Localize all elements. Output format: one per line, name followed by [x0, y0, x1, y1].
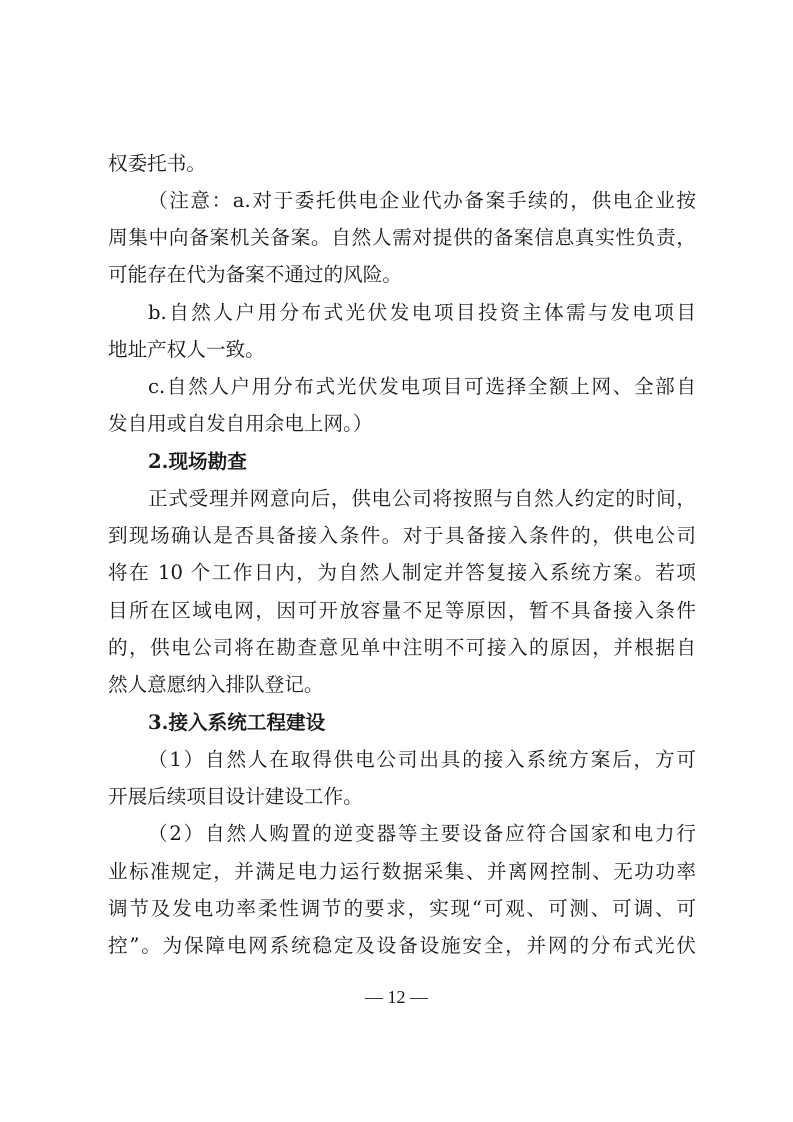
paragraph-line: 然人意愿纳入排队登记。	[108, 673, 324, 696]
paragraph-line: 的，供电公司将在勘查意见单中注明不可接入的原因，并根据自	[108, 636, 696, 659]
paragraph-line: 发自用或自发自用余电上网。）	[108, 412, 373, 435]
paragraph-line: 目所在区域电网，因可开放容量不足等原因，暂不具备接入条件	[108, 599, 696, 622]
paragraph-line: 开展后续项目设计建设工作。	[108, 785, 363, 808]
page-number: — 12 —	[365, 987, 428, 1007]
paragraph-line: c.自然人户用分布式光伏发电项目可选择全额上网、全部自	[148, 375, 696, 398]
paragraph-line: 调节及发电功率柔性调节的要求，实现“可观、可测、可调、可	[108, 897, 696, 920]
paragraph-line: 到现场确认是否具备接入条件。对于具备接入条件的，供电公司	[108, 524, 696, 547]
paragraph-line: 将在 10 个工作日内，为自然人制定并答复接入系统方案。若项	[108, 561, 696, 584]
paragraph-line: （2）自然人购置的逆变器等主要设备应符合国家和电力行	[148, 822, 696, 845]
paragraph-line: （1）自然人在取得供电公司出具的接入系统方案后，方可	[148, 748, 696, 771]
paragraph-line: 业标准规定，并满足电力运行数据采集、并离网控制、无功功率	[108, 860, 696, 883]
paragraph-line: b.自然人户用分布式光伏发电项目投资主体需与发电项目	[148, 301, 696, 324]
section-heading: 3.接入系统工程建设	[148, 711, 326, 734]
section-heading: 2.现场勘查	[148, 450, 247, 473]
paragraph-line: （注意：a.对于委托供电企业代办备案手续的，供电企业按	[148, 189, 696, 212]
paragraph-line: 可能存在代为备案不通过的风险。	[108, 263, 402, 286]
paragraph-line: 周集中向备案机关备案。自然人需对提供的备案信息真实性负责，	[108, 226, 696, 249]
paragraph-line: 控”。为保障电网系统稳定及设备设施安全，并网的分布式光伏	[108, 934, 696, 957]
paragraph-line: 地址产权人一致。	[108, 338, 265, 361]
paragraph-line: 正式受理并网意向后，供电公司将按照与自然人约定的时间，	[148, 487, 696, 510]
paragraph-line: 权委托书。	[108, 152, 206, 175]
